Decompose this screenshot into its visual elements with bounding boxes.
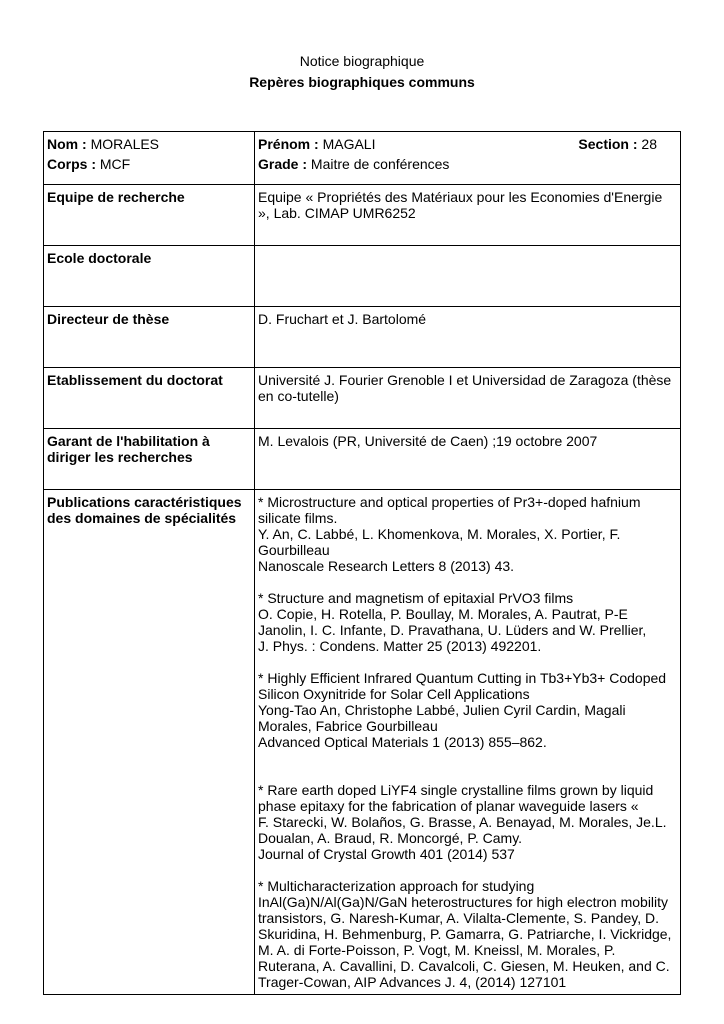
equipe-label: Equipe de recherche — [44, 185, 255, 246]
publication-item — [258, 670, 677, 750]
page-title: Notice biographique — [299, 53, 425, 69]
prenom-value: MAGALI — [322, 136, 376, 152]
publication-item — [258, 782, 677, 862]
corps-value: MCF — [99, 156, 131, 172]
publication-journal: J. Phys. : Condens. Matter 25 (2013) 492201. — [258, 638, 542, 654]
nom-line — [47, 136, 251, 152]
corps-label: Corps : — [47, 156, 96, 172]
biography-table — [43, 131, 681, 995]
section-label: Section : — [578, 136, 638, 152]
publication-authors: Y. An, C. Labbé, L. Khomenkova, M. Morales, X. Portier, F. Gourbilleau — [258, 526, 621, 558]
publications-label: Publications caractéristiques des domaines de spécialités — [44, 490, 255, 995]
equipe-value: Equipe « Propriétés des Matériaux pour les Economies d'Energie », Lab. CIMAP UMR6252 — [255, 185, 681, 246]
publication-title: * Microstructure and optical properties of Pr3+-doped hafnium silicate films. — [258, 494, 641, 526]
publication-authors: F. Starecki, W. Bolaños, G. Brasse, A. Benayad, M. Morales, Je.L. Doualan, A. Braud, R. Moncorgé, P. Camy. — [258, 814, 667, 846]
grade-value: Maitre de conférences — [310, 156, 450, 172]
publication-item — [258, 494, 677, 574]
garant-value: M. Levalois (PR, Université de Caen) ;19 octobre 2007 — [255, 429, 681, 490]
publication-authors: O. Copie, H. Rotella, P. Boullay, M. Morales, A. Pautrat, P-E Janolin, I. C. Infante, D. Pravathana, U. Lüders and W. Prellier, — [258, 606, 647, 638]
ecole-row — [44, 246, 681, 307]
publication-title: * Structure and magnetism of epitaxial PrVO3 films — [258, 590, 574, 606]
publication-journal: Advanced Optical Materials 1 (2013) 855–862. — [258, 734, 547, 750]
nom-value: MORALES — [90, 136, 160, 152]
page-subtitle: Repères biographiques communs — [249, 74, 475, 90]
directeur-row — [44, 307, 681, 368]
corps-line — [47, 156, 251, 172]
garant-row — [44, 429, 681, 490]
etablissement-value: Université J. Fourier Grenoble I et Universidad de Zaragoza (thèse en co-tutelle) — [255, 368, 681, 429]
equipe-row — [44, 185, 681, 246]
publication-journal: Journal of Crystal Growth 401 (2014) 537 — [258, 846, 515, 862]
publication-title: * Highly Efficient Infrared Quantum Cutting in Tb3+Yb3+ Codoped Silicon Oxynitride for Solar Cell Applications — [258, 670, 667, 702]
etablissement-label: Etablissement du doctorat — [44, 368, 255, 429]
nom-label: Nom : — [47, 136, 87, 152]
ecole-value — [255, 246, 681, 307]
prenom-section-line — [258, 136, 677, 152]
publication-item — [258, 590, 677, 654]
section-group — [578, 136, 657, 152]
publication-journal: Nanoscale Research Letters 8 (2013) 43. — [258, 558, 515, 574]
prenom-label: Prénom : — [258, 136, 319, 152]
identity-left-cell — [44, 132, 255, 185]
publication-title: * Multicharacterization approach for studying InAl(Ga)N/Al(Ga)N/GaN heterostructures for high electron mobility transistors, G. Naresh-Kumar, A. Vilalta-Clemente, S. Pandey, D. Skuridina, H. Behmenburg, P. Gamarra, G. Patriarche, I. Vickridge, M. A. di Forte-Poisson, P. Vogt, M. Kneissl, M. Morales, P. Ruterana, A. Cavallini, D. Cavalcoli, C. Giesen, M. Heuken, and C. Trager-Cowan, AIP Advances J. 4, (2014) 127101 — [258, 878, 672, 990]
directeur-label: Directeur de thèse — [44, 307, 255, 368]
section-value: 28 — [641, 136, 657, 152]
grade-line — [258, 156, 677, 172]
grade-label: Grade : — [258, 156, 308, 172]
etablissement-row — [44, 368, 681, 429]
publication-title: * Rare earth doped LiYF4 single crystalline films grown by liquid phase epitaxy for the fabrication of planar waveguide lasers « — [258, 782, 654, 814]
identity-right-cell — [255, 132, 681, 185]
garant-label: Garant de l'habilitation à diriger les recherches — [44, 429, 255, 490]
publications-row — [44, 490, 681, 995]
prenom-group — [258, 136, 375, 152]
publications-list — [255, 490, 681, 995]
ecole-label: Ecole doctorale — [44, 246, 255, 307]
publication-item — [258, 878, 677, 990]
publication-authors: Yong-Tao An, Christophe Labbé, Julien Cyril Cardin, Magali Morales, Fabrice Gourbilleau — [258, 702, 626, 734]
directeur-value: D. Fruchart et J. Bartolomé — [255, 307, 681, 368]
identity-row — [44, 132, 681, 185]
